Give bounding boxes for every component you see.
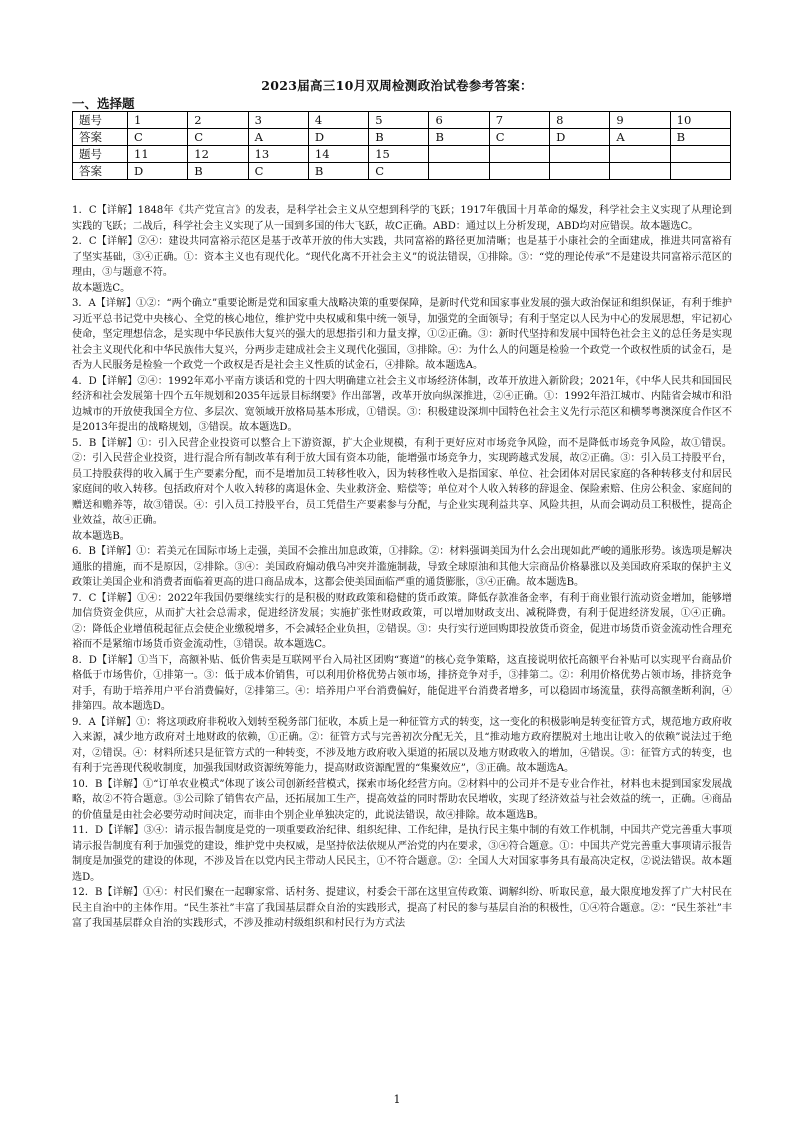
table-row-question-2 [73, 146, 731, 163]
explanation-paragraph: 故本题选B。 [72, 530, 130, 542]
table-cell: 15 [369, 146, 429, 163]
table-cell: D [550, 129, 610, 146]
table-cell: C [248, 163, 308, 180]
row-label: 题号 [73, 146, 128, 163]
row-label: 答案 [73, 163, 128, 180]
table-cell: 6 [429, 112, 489, 129]
section-heading: 一、选择题 [72, 96, 135, 111]
answer-explanations [72, 203, 732, 932]
explanation-paragraph: 10．B【详解】①“订单农业模式”体现了该公司创新经营模式，探索市场化经营方向。②材料中的公司并不是专业合作社，材料也未提到国家发展战略，故②不符合题意。③公司除了销售农产品，还拓展加工生产，提高效益的同时帮助农民增收，实现了经济效益与社会效益的统一，正确。④商品的价值量是由社会必要劳动时间决定，而非由个别企业单独决定的，此说法错误，故④排除。故本题选B。 [72, 778, 732, 821]
explanation-paragraph: 7．C【详解】①④：2022年我国仍要继续实行的是积极的财政政策和稳健的货币政策。降低存款准备金率，有利于商业银行流动资金增加，能够增加信贷资金供应，从而扩大社会总需求，促进经济发展；实施扩张性财政政策，可以增加财政支出、减税降费，有利于促进经济发展，①④正确。②：降低企业增值税起征点会使企业缴税增多，不会减轻企业负担，②错误。③：央行实行逆回购即投放货币资金，促进市场货币资金流动性合理充裕而不是紧缩市场货币资金流动性，③错误。故本题选C。 [72, 592, 732, 650]
table-cell [429, 163, 489, 180]
table-cell [670, 146, 730, 163]
explanation-paragraph: 9．A【详解】①：将这项政府非税收入划转至税务部门征收，本质上是一种征管方式的转变，这一变化的积极影响是转变征管方式，规范地方政府收入来源，减少地方政府对土地财政的依赖，①正确。②：征管方式与完善初次分配无关，且“推动地方政府摆脱对土地出让收入的依赖”说法过于绝对，②错误。④：材料所述只是征管方式的一种转变，不涉及地方政府收入渠道的拓展以及地方财政收入的增加，④错误。③：征管方式的转变，也有利于完善现代税收制度，加强我国财政资源统筹能力，提高财政资源配置的“集聚效应”，③正确。故本题选A。 [72, 716, 732, 774]
table-cell: B [188, 163, 248, 180]
table-cell: A [248, 129, 308, 146]
table-cell: D [308, 129, 368, 146]
table-cell [429, 146, 489, 163]
explanation-paragraph: 8．D【详解】①当下，高额补贴、低价售卖是互联网平台入局社区团购“赛道”的核心竞争策略，这直接说明依托高额平台补贴可以实现平台商品价格低于市场售价，①排第一。③：低于成本价销售，可以利用价格优势占领市场，排挤竞争对手，③排第二。②：利用价格优势占领市场，排挤竞争对手，有助于培养用户平台消费偏好，②排第三。④：培养用户平台消费偏好，能促进平台消费者增多，可以稳固市场流量，获得高额垄断利润，④排第四。故本题选D。 [72, 654, 732, 712]
table-cell: 13 [248, 146, 308, 163]
table-cell: 5 [369, 112, 429, 129]
table-cell: 14 [308, 146, 368, 163]
table-cell: B [308, 163, 368, 180]
table-cell: 11 [128, 146, 188, 163]
page-number: 1 [393, 1093, 401, 1106]
answer-table [72, 111, 731, 180]
table-cell [550, 146, 610, 163]
table-cell: 1 [128, 112, 188, 129]
table-cell: B [429, 129, 489, 146]
table-cell: 7 [489, 112, 549, 129]
table-cell: A [610, 129, 670, 146]
table-cell: 2 [188, 112, 248, 129]
table-row-answer-1 [73, 129, 731, 146]
explanation-paragraph: 3．A【详解】①②：“两个确立”重要论断是党和国家重大战略决策的重要保障，是新时代党和国家事业发展的强大政治保证和组织保证，有利于维护习近平总书记党中央核心、全党的核心地位，维护党中央权威和集中统一领导，加强党的全面领导；有利于坚定以人民为中心的发展思想，牢记初心使命，坚定理想信念，是实现中华民族伟大复兴的强大的思想指引和力量支撑，①②正确。③：新时代坚持和发展中国特色社会主义的总任务是实现社会主义现代化和中华民族伟大复兴，分两步走建成社会主义现代化强国，③排除。④：为什么人的问题是检验一个政党一个政权性质的试金石，是否为人民服务是检验一个政党一个政权是否是社会主义性质的试金石，④排除。故本题选A。 [72, 298, 732, 371]
table-cell: C [489, 129, 549, 146]
table-cell [610, 163, 670, 180]
table-cell [670, 163, 730, 180]
table-cell: 9 [610, 112, 670, 129]
table-cell [610, 146, 670, 163]
page-title: 2023届高三10月双周检测政治试卷参考答案： [261, 78, 533, 93]
explanation-paragraph: 5．B【详解】①：引入民营企业投资可以整合上下游资源，扩大企业规模，有利于更好应对市场竞争风险，而不是降低市场竞争风险，故①错误。②：引入民营企业投资，进行混合所有制改革有利于放大国有资本功能，能增强市场竞争力，实现跨越式发展，故②正确。③：引入员工持股平台，员工持股获得的收入属于生产要素分配，而不是增加员工转移性收入，因为转移性收入是指国家、单位、社会团体对居民家庭的各种转移支付和居民家庭间的收入转移。包括政府对个人收入转移的离退休金、失业救济金、赔偿等；单位对个人收入转移的辞退金、保险索赔、住房公积金、家庭间的赠送和赡养等，故③错误。④：引入员工持股平台，员工凭借生产要素参与分配，与企业实现利益共享、风险共担，从而会调动员工积极性，提高企业效益，故④正确。 [72, 437, 732, 526]
table-row-question-1 [73, 112, 731, 129]
table-cell: 3 [248, 112, 308, 129]
explanation-paragraph: 4．D【详解】②④：1992年邓小平南方谈话和党的十四大明确建立社会主义市场经济体制，改革开放进入新阶段；2021年，《中华人民共和国国民经济和社会发展第十四个五年规划和2035年远景目标纲要》作出部署，改革开放向纵深推进，②④正确。①：1992年沿江城市、内陆省会城市和沿边城市的开放使我国全方位、多层次、宽领域开放格局基本形成，①错误。③：积极建设深圳中国特色社会主义先行示范区和横琴粤澳深度合作区不是2013年提出的战略规划，③错误。故本题选D。 [72, 375, 732, 433]
table-cell: B [670, 129, 730, 146]
explanation-paragraph: 故本题选C。 [72, 282, 131, 294]
table-cell: D [128, 163, 188, 180]
explanation-paragraph: 12．B【详解】①④：村民们聚在一起聊家常、话村务、提建议，村委会干部在这里宣传政策、调解纠纷、听取民意，最大限度地发挥了广大村民在民主自治中的主体作用。“民生茶社”丰富了我国基层群众自治的实践形式，提高了村民的参与基层自治的积极性，①④符合题意。②：“民生茶社”丰富了我国基层群众自治的实践形式，不涉及推动村级组织和村民行为方式法 [72, 887, 732, 929]
table-cell: C [128, 129, 188, 146]
explanation-paragraph: 1．C【详解】1848年《共产党宣言》的发表，是科学社会主义从空想到科学的飞跃；1917年俄国十月革命的爆发，科学社会主义实现了从理论到实践的飞跃；二战后，科学社会主义实现了从一国到多国的伟大飞跃，故C正确。ABD：通过以上分析发现，ABD均对应错误。故本题选C。 [72, 205, 732, 232]
table-cell: 12 [188, 146, 248, 163]
table-cell: B [369, 129, 429, 146]
table-cell [489, 146, 549, 163]
table-cell [489, 163, 549, 180]
row-label: 题号 [73, 112, 128, 129]
table-cell: 8 [550, 112, 610, 129]
table-cell: 10 [670, 112, 730, 129]
table-cell: 4 [308, 112, 368, 129]
table-row-answer-2 [73, 163, 731, 180]
table-cell [550, 163, 610, 180]
row-label: 答案 [73, 129, 128, 146]
explanation-paragraph: 2．C【详解】②④：建设共同富裕示范区是基于改革开放的伟大实践，共同富裕的路径更加清晰；也是基于小康社会的全面建成，推进共同富裕有了坚实基础，③④正确。①：资本主义也有现代化。“现代化离不开社会主义”的说法错误，①排除。③：“党的理论传承”不是建设共同富裕示范区的理由，③与题意不符。 [72, 236, 732, 278]
explanation-paragraph: 6．B【详解】①：若美元在国际市场上走强，美国不会推出加息政策，①排除。②：材料强调美国为什么会出现如此严峻的通胀形势。该选项是解决通胀的措施，而不是原因，②排除。③④：美国政府煽动俄乌冲突并滥施制裁，导致全球原油和其他大宗商品价格暴涨以及美国政府采取的保护主义政策让美国企业和消费者面临着更高的进口商品成本，这都会使美国面临严重的通货膨胀，③④正确。故本题选B。 [72, 546, 732, 588]
table-cell: C [369, 163, 429, 180]
table-cell: C [188, 129, 248, 146]
explanation-paragraph: 11．D【详解】③④：请示报告制度是党的一项重要政治纪律、组织纪律、工作纪律，是执行民主集中制的有效工作机制，中国共产党完善重大事项请示报告制度有利于加强党的建设，维护党中央权威，是坚持依法依规从严治党的内在要求，③④符合题意。①：中国共产党完善重大事项请示报告制度是加强党的建设的体现，不涉及旨在以党内民主带动人民民主，①不符合题意。②：全国人大对国家事务具有最高决定权，②说法错误。故本题选D。 [72, 825, 732, 883]
